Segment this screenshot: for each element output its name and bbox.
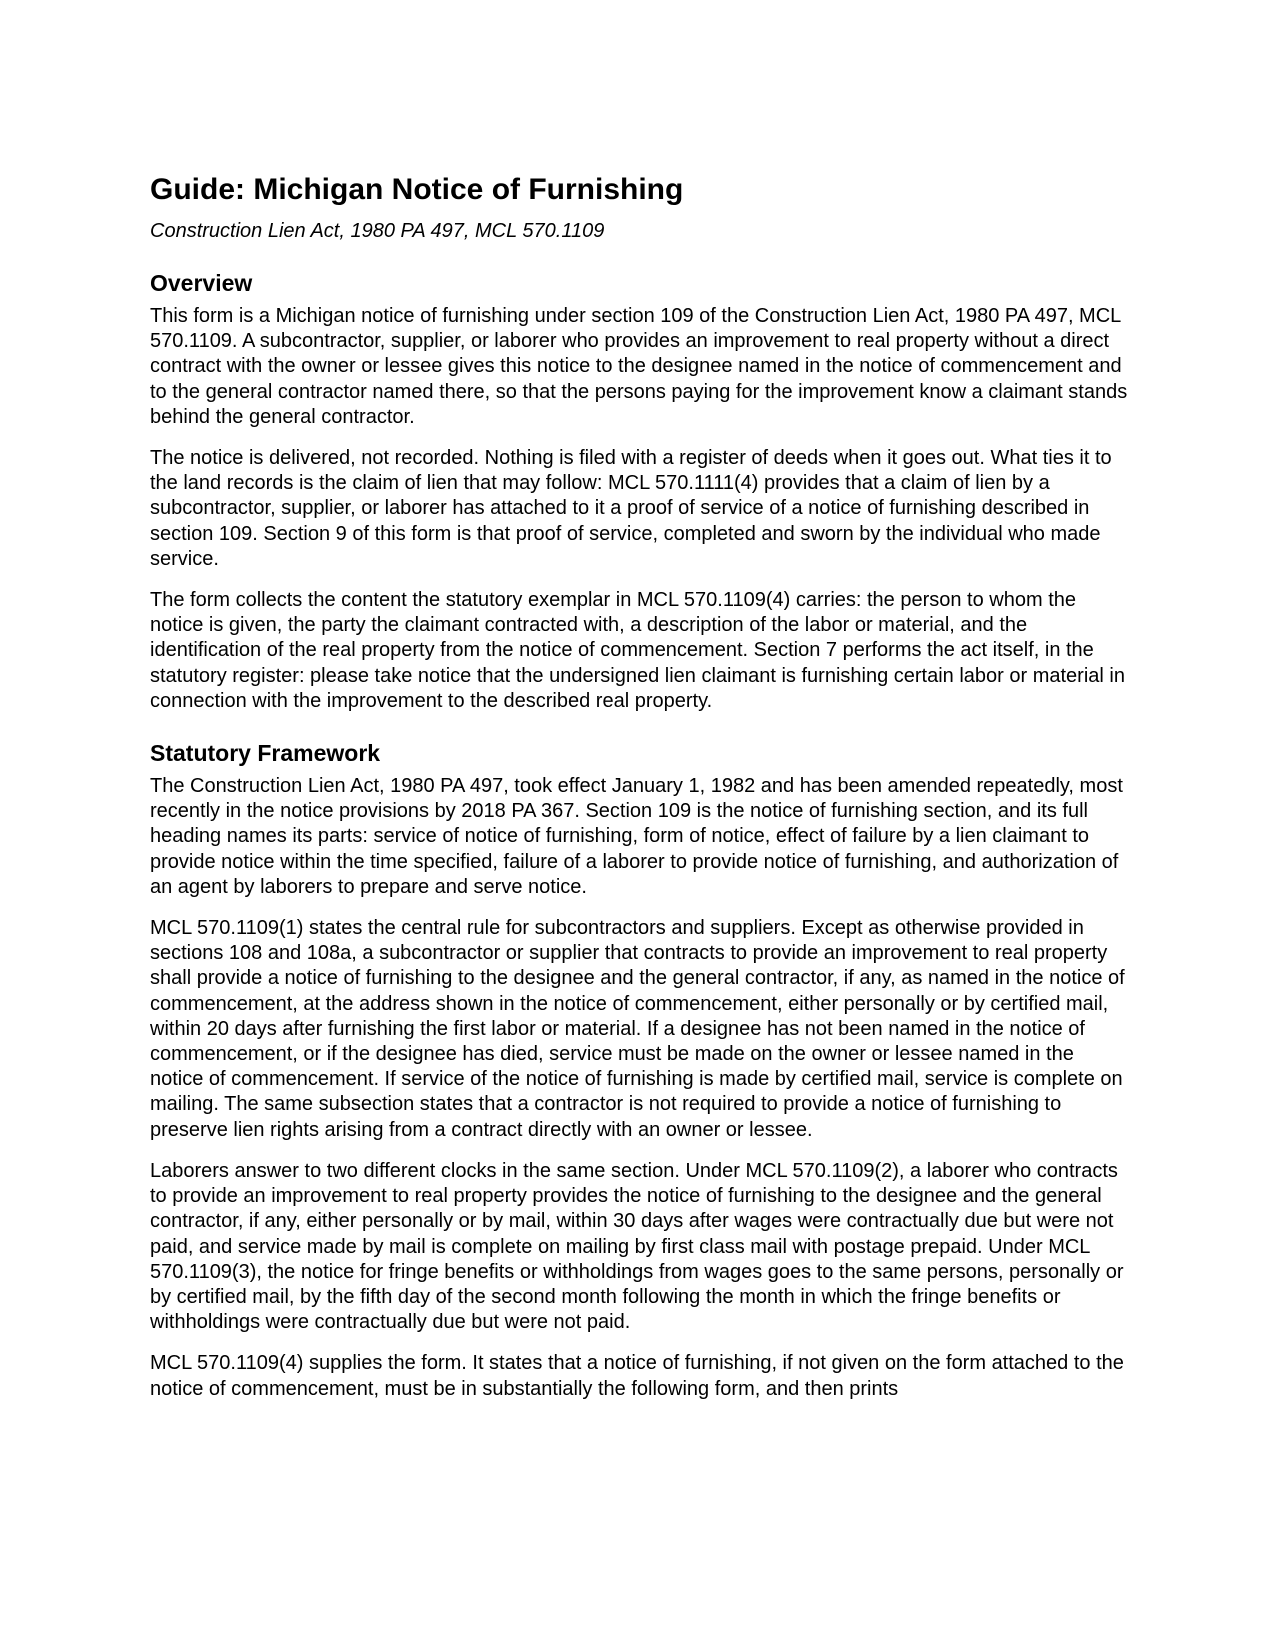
paragraph: MCL 570.1109(4) supplies the form. It states that a notice of furnishing, if not given on the form attached to the notice of commencement, must be in substantially the following form, and then prints [150, 1352, 1124, 1400]
section-heading-statutory-framework: Statutory Framework [150, 740, 381, 767]
document-subtitle: Construction Lien Act, 1980 PA 497, MCL 570.1109 [150, 220, 605, 242]
paragraph: Laborers answer to two different clocks in the same section. Under MCL 570.1109(2), a laborer who contracts to provide an improvement to real property provides the notice of furnishing to the designee and the general contractor, if any, either personally or by mail, within 30 days after wages were contractually due but were not paid, and service made by mail is complete on mailing by first class mail with postage prepaid. Under MCL 570.1109(3), the notice for fringe benefits or withholdings from wages goes to the same persons, personally or by certified mail, by the fifth day of the second month following the month in which the fringe benefits or withholdings were contractually due but were not paid. [150, 1159, 1124, 1334]
document-page [150, 170, 1130, 1402]
paragraph: The form collects the content the statutory exemplar in MCL 570.1109(4) carries: the person to whom the notice is given, the party the claimant contracted with, a description of the labor or material, and the identification of the real property from the notice of commencement. Section 7 performs the act itself, in the statutory register: please take notice that the undersigned lien claimant is furnishing certain labor or material in connection with the improvement to the described real property. [150, 589, 1125, 712]
paragraph: The notice is delivered, not recorded. Nothing is filed with a register of deeds when it goes out. What ties it to the land records is the claim of lien that may follow: MCL 570.1111(4) provides that a claim of lien by a subcontractor, supplier, or laborer has attached to it a proof of service of a notice of furnishing described in section 109. Section 9 of this form is that proof of service, completed and sworn by the individual who made service. [150, 447, 1112, 570]
paragraph: The Construction Lien Act, 1980 PA 497, took effect January 1, 1982 and has been amended repeatedly, most recently in the notice provisions by 2018 PA 367. Section 109 is the notice of furnishing section, and its full heading names its parts: service of notice of furnishing, form of notice, effect of failure by a lien claimant to provide notice within the time specified, failure of a laborer to provide notice of furnishing, and authorization of an agent by laborers to prepare and serve notice. [150, 775, 1123, 898]
paragraph: This form is a Michigan notice of furnishing under section 109 of the Construction Lien Act, 1980 PA 497, MCL 570.1109. A subcontractor, supplier, or laborer who provides an improvement to real property without a direct contract with the owner or lessee gives this notice to the designee named in the notice of commencement and to the general contractor named there, so that the persons paying for the improvement know a claimant stands behind the general contractor. [150, 305, 1128, 428]
document-title: Guide: Michigan Notice of Furnishing [150, 173, 684, 206]
paragraph: MCL 570.1109(1) states the central rule for subcontractors and suppliers. Except as otherwise provided in sections 108 and 108a, a subcontractor or supplier that contracts to provide an improvement to real property shall provide a notice of furnishing to the designee and the general contractor, if any, as named in the notice of commencement, at the address shown in the notice of commencement, either personally or by certified mail, within 20 days after furnishing the first labor or material. If a designee has not been named in the notice of commencement, or if the designee has died, service must be made on the owner or lessee named in the notice of commencement. If service of the notice of furnishing is made by certified mail, service is complete on mailing. The same subsection states that a contractor is not required to provide a notice of furnishing to preserve lien rights arising from a contract directly with an owner or lessee. [150, 917, 1125, 1141]
section-heading-overview: Overview [150, 270, 253, 296]
